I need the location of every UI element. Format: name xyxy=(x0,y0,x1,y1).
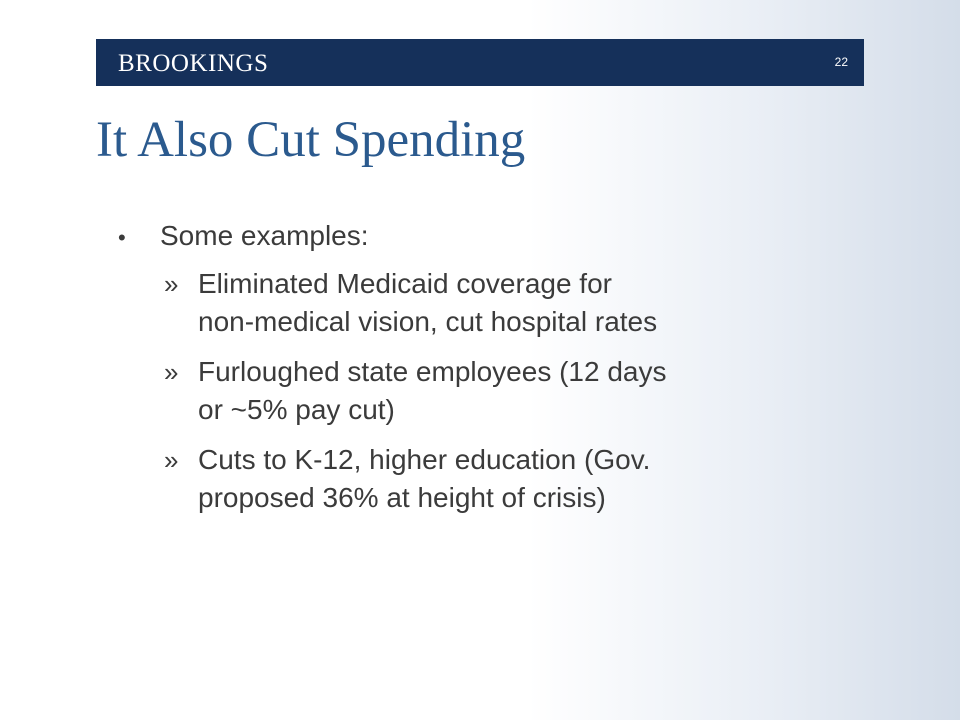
bullet-dot-icon: • xyxy=(118,225,126,250)
sub-bullet-line: proposed 36% at height of crisis) xyxy=(198,482,606,513)
page-number: 22 xyxy=(834,55,848,69)
sub-bullet-item xyxy=(118,265,878,341)
slide-title: It Also Cut Spending xyxy=(96,112,526,168)
bullet-text: Some examples: xyxy=(160,220,369,251)
chevron-right-icon: » xyxy=(164,357,179,387)
sub-bullet-item xyxy=(118,441,878,517)
header-bar xyxy=(96,39,864,86)
sub-bullet-line: Eliminated Medicaid coverage for xyxy=(198,268,612,299)
brand-logo: BROOKINGS xyxy=(118,50,269,77)
sub-bullet-line: or ~5% pay cut) xyxy=(198,394,395,425)
sub-bullet-line: Cuts to K-12, higher education (Gov. xyxy=(198,444,651,475)
sub-bullet-text xyxy=(198,441,878,517)
sub-bullet-item xyxy=(118,353,878,429)
sub-bullet-text xyxy=(198,353,878,429)
sub-bullet-line: non-medical vision, cut hospital rates xyxy=(198,306,658,337)
sub-bullet-line: Furloughed state employees (12 days xyxy=(198,356,667,387)
chevron-right-icon: » xyxy=(164,269,179,299)
sub-bullet-text xyxy=(198,265,878,341)
sub-bullet-list xyxy=(118,265,878,517)
bullet-list xyxy=(118,218,878,529)
chevron-right-icon: » xyxy=(164,445,179,475)
bullet-item xyxy=(118,218,878,253)
